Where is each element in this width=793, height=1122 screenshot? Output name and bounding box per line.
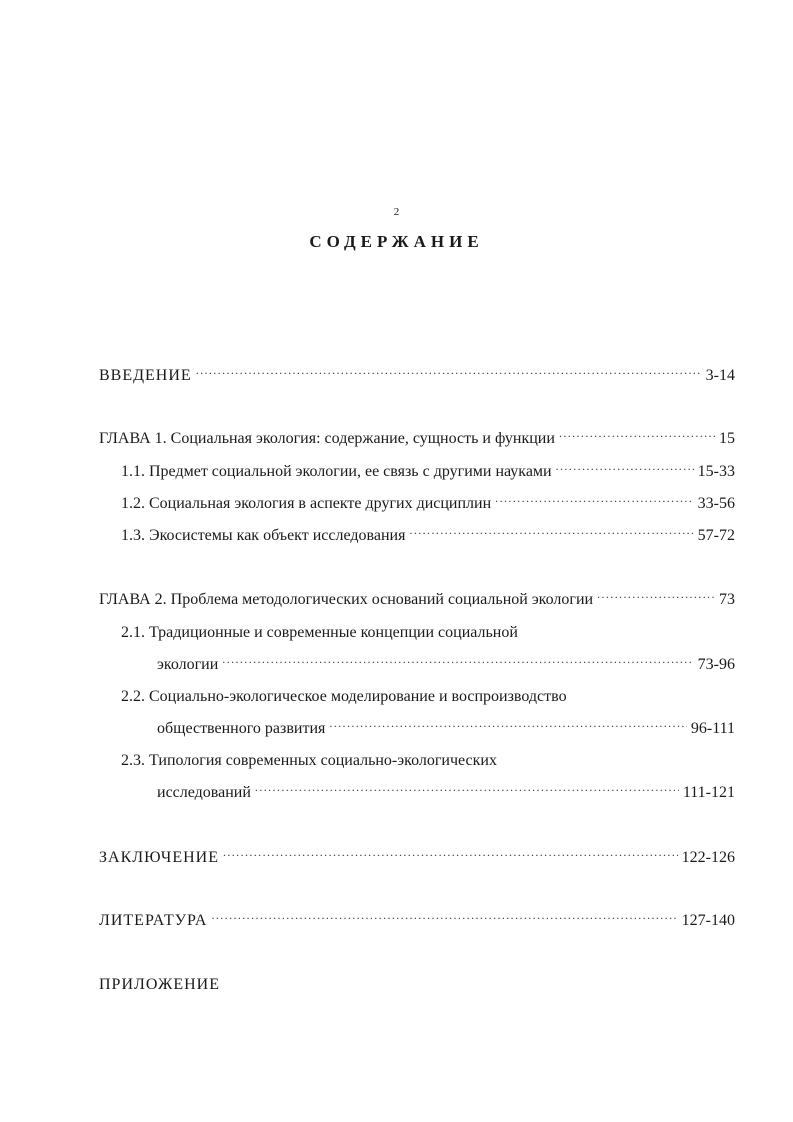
- toc-entry-section-2-1[interactable]: [157, 655, 735, 675]
- toc-entry-section-2-2-line1: 2.2. Социально-экологическое моделирование и воспроизводство: [121, 688, 567, 705]
- toc-entry-pages: 33-56: [697, 495, 735, 512]
- leader-dots: [409, 526, 693, 540]
- toc-entry-pages: 127-140: [681, 912, 735, 929]
- toc-entry-appendix[interactable]: ПРИЛОЖЕНИЕ: [99, 976, 221, 993]
- page-number: 2: [393, 206, 400, 218]
- toc-entry-label: исследований: [157, 784, 251, 801]
- leader-dots: [495, 494, 694, 508]
- toc-entry-label: ЗАКЛЮЧЕНИЕ: [99, 849, 219, 866]
- toc-entry-literature[interactable]: [99, 911, 735, 931]
- leader-dots: [255, 783, 679, 797]
- toc-entry-pages: 57-72: [697, 527, 735, 544]
- toc-entry-chapter1[interactable]: [99, 429, 735, 449]
- leader-dots: [211, 911, 677, 925]
- toc-entry-label: 1.2. Социальная экология в аспекте других дисциплин: [121, 495, 492, 512]
- page-title: СОДЕРЖАНИЕ: [309, 232, 484, 251]
- toc-entry-label: ЛИТЕРАТУРА: [99, 912, 208, 929]
- leader-dots: [597, 590, 715, 604]
- toc-entry-label: ГЛАВА 1. Социальная экология: содержание, сущность и функции: [99, 430, 555, 447]
- leader-dots: [329, 719, 687, 733]
- toc-entry-conclusion[interactable]: [99, 848, 735, 868]
- toc-entry-label: ГЛАВА 2. Проблема методологических оснований социальной экологии: [99, 591, 594, 608]
- toc-entry-section-2-3-line1: 2.3. Типология современных социально-экологических: [121, 752, 497, 769]
- toc-entry-section-2-1-line1: 2.1. Традиционные и современные концепции социальной: [121, 624, 518, 641]
- toc-entry-pages: 15: [719, 430, 735, 447]
- leader-dots: [559, 429, 715, 443]
- toc-entry-label: общественного развития: [157, 720, 326, 737]
- toc-entry-pages: 73-96: [697, 656, 735, 673]
- toc-entry-intro[interactable]: [99, 366, 735, 386]
- leader-dots: [223, 848, 678, 862]
- leader-dots: [556, 462, 694, 476]
- toc-entry-pages: 3-14: [705, 367, 735, 384]
- toc-entry-label: 1.3. Экосистемы как объект исследования: [121, 527, 406, 544]
- toc-entry-label: ВВЕДЕНИЕ: [99, 367, 192, 384]
- toc-entry-section-1-1[interactable]: [121, 462, 735, 482]
- toc-entry-section-1-3[interactable]: [121, 526, 735, 546]
- toc-entry-pages: 96-111: [690, 720, 735, 737]
- toc-entry-section-2-2[interactable]: [157, 719, 735, 739]
- leader-dots: [222, 655, 693, 669]
- toc-entry-pages: 73: [719, 591, 735, 608]
- toc-entry-section-1-2[interactable]: [121, 494, 735, 514]
- toc-entry-pages: 15-33: [697, 463, 735, 480]
- toc-entry-section-2-3[interactable]: [157, 783, 735, 803]
- toc-entry-label: 1.1. Предмет социальной экологии, ее связь с другими науками: [121, 463, 552, 480]
- toc-entry-pages: 122-126: [681, 849, 735, 866]
- toc-entry-label: экологии: [157, 656, 219, 673]
- toc-entry-pages: 111-121: [682, 784, 735, 801]
- toc-entry-chapter2[interactable]: [99, 590, 735, 610]
- leader-dots: [196, 366, 702, 380]
